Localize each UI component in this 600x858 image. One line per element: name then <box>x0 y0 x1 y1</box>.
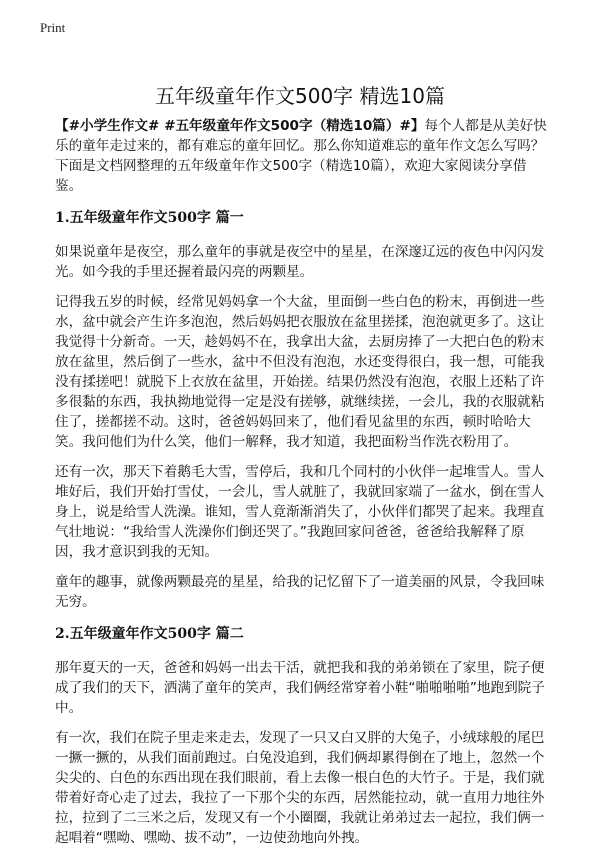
paragraph: 那年夏天的一天，爸爸和妈妈一出去干活，就把我和我的弟弟锁在了家里，院子便成了我们的天下，洒满了童年的笑声，我们俩经常穿着小鞋“啪啪啪啪”地跑到院子中。 <box>55 660 545 716</box>
paragraph: 有一次，我们在院子里走来走去，发现了一只又白又胖的大兔子，小绒球般的尾巴一撅一撅的，从我们面前跑过。白兔没追到，我们俩却累得倒在了地上，忽然一个尖尖的、白色的东西出现在我们眼前，看上去像一根白色的大竹子。于是，我们就带着好奇心走了过去，我拉了一下那个尖的东西，居然能拉动，就一直用力地往外拉，拉到了二三米之后，发现又有一个小圈圈，我就让弟弟过去一起拉，我们俩一起唱着“嘿呦、嘿呦、拔不动”，一边使劲地向外拽。 <box>55 730 545 846</box>
section-heading-2: 2.五年级童年作文500字 篇二 <box>55 626 244 642</box>
document-title: 五年级童年作文500字 精选10篇 <box>155 84 445 108</box>
intro-text: 每个人都是从美好快乐的童年走过来的，都有难忘的童年回忆。那么你知道难忘的童年作文怎么写吗？下面是文档网整理的五年级童年作文500字（精选10篇），欢迎大家阅读分享借鉴。 <box>55 118 547 194</box>
print-label: Print <box>40 20 66 35</box>
intro-tag: 【#小学生作文# #五年级童年作文500字（精选10篇）#】 <box>55 118 425 134</box>
document-body <box>55 116 547 858</box>
paragraph: 还有一次，那天下着鹅毛大雪，雪停后，我和几个同村的小伙伴一起堆雪人。雪人堆好后，我们开始打雪仗，一会儿，雪人就脏了，我就回家端了一盆水，倒在雪人身上，说是给雪人洗澡。谁知，雪人竟渐渐消失了，小伙伴们都哭了起来。我理直气壮地说：“我给雪人洗澡你们倒还哭了。”我跑回家问爸爸，爸爸给我解释了原因，我才意识到我的无知。 <box>55 464 545 560</box>
paragraph: 记得我五岁的时候，经常见妈妈拿一个大盆，里面倒一些白色的粉末，再倒进一些水，盆中就会产生许多泡泡，然后妈妈把衣服放在盆里搓揉，泡泡就更多了。这让我觉得十分新奇。一天，趁妈妈不在，我拿出大盆，去厨房捧了一大把白色的粉末放在盆里，然后倒了一些水，盆中不但没有泡泡，水还变得很白，我一想，可能我没有揉搓吧！就脱下上衣放在盆里，开始搓。结果仍然没有泡泡，衣服上还粘了许多很黏的东西，我执拗地觉得一定是没有搓够，就继续搓，一会儿，我的衣服就粘住了，搓都搓不动。这时，爸爸妈妈回来了，他们看见盆里的东西，顿时哈哈大笑。我问他们为什么笑，他们一解释，我才知道，我把面粉当作洗衣粉用了。 <box>55 294 545 450</box>
paragraph: 如果说童年是夜空，那么童年的事就是夜空中的星星，在深邃辽远的夜色中闪闪发光。如今我的手里还握着最闪亮的两颗星。 <box>55 244 545 280</box>
section-heading-1: 1.五年级童年作文500字 篇一 <box>55 210 244 226</box>
intro-paragraph <box>55 116 547 196</box>
paragraph: 童年的趣事，就像两颗最亮的星星，给我的记忆留下了一道美丽的风景，令我回味无穷。 <box>55 574 545 610</box>
